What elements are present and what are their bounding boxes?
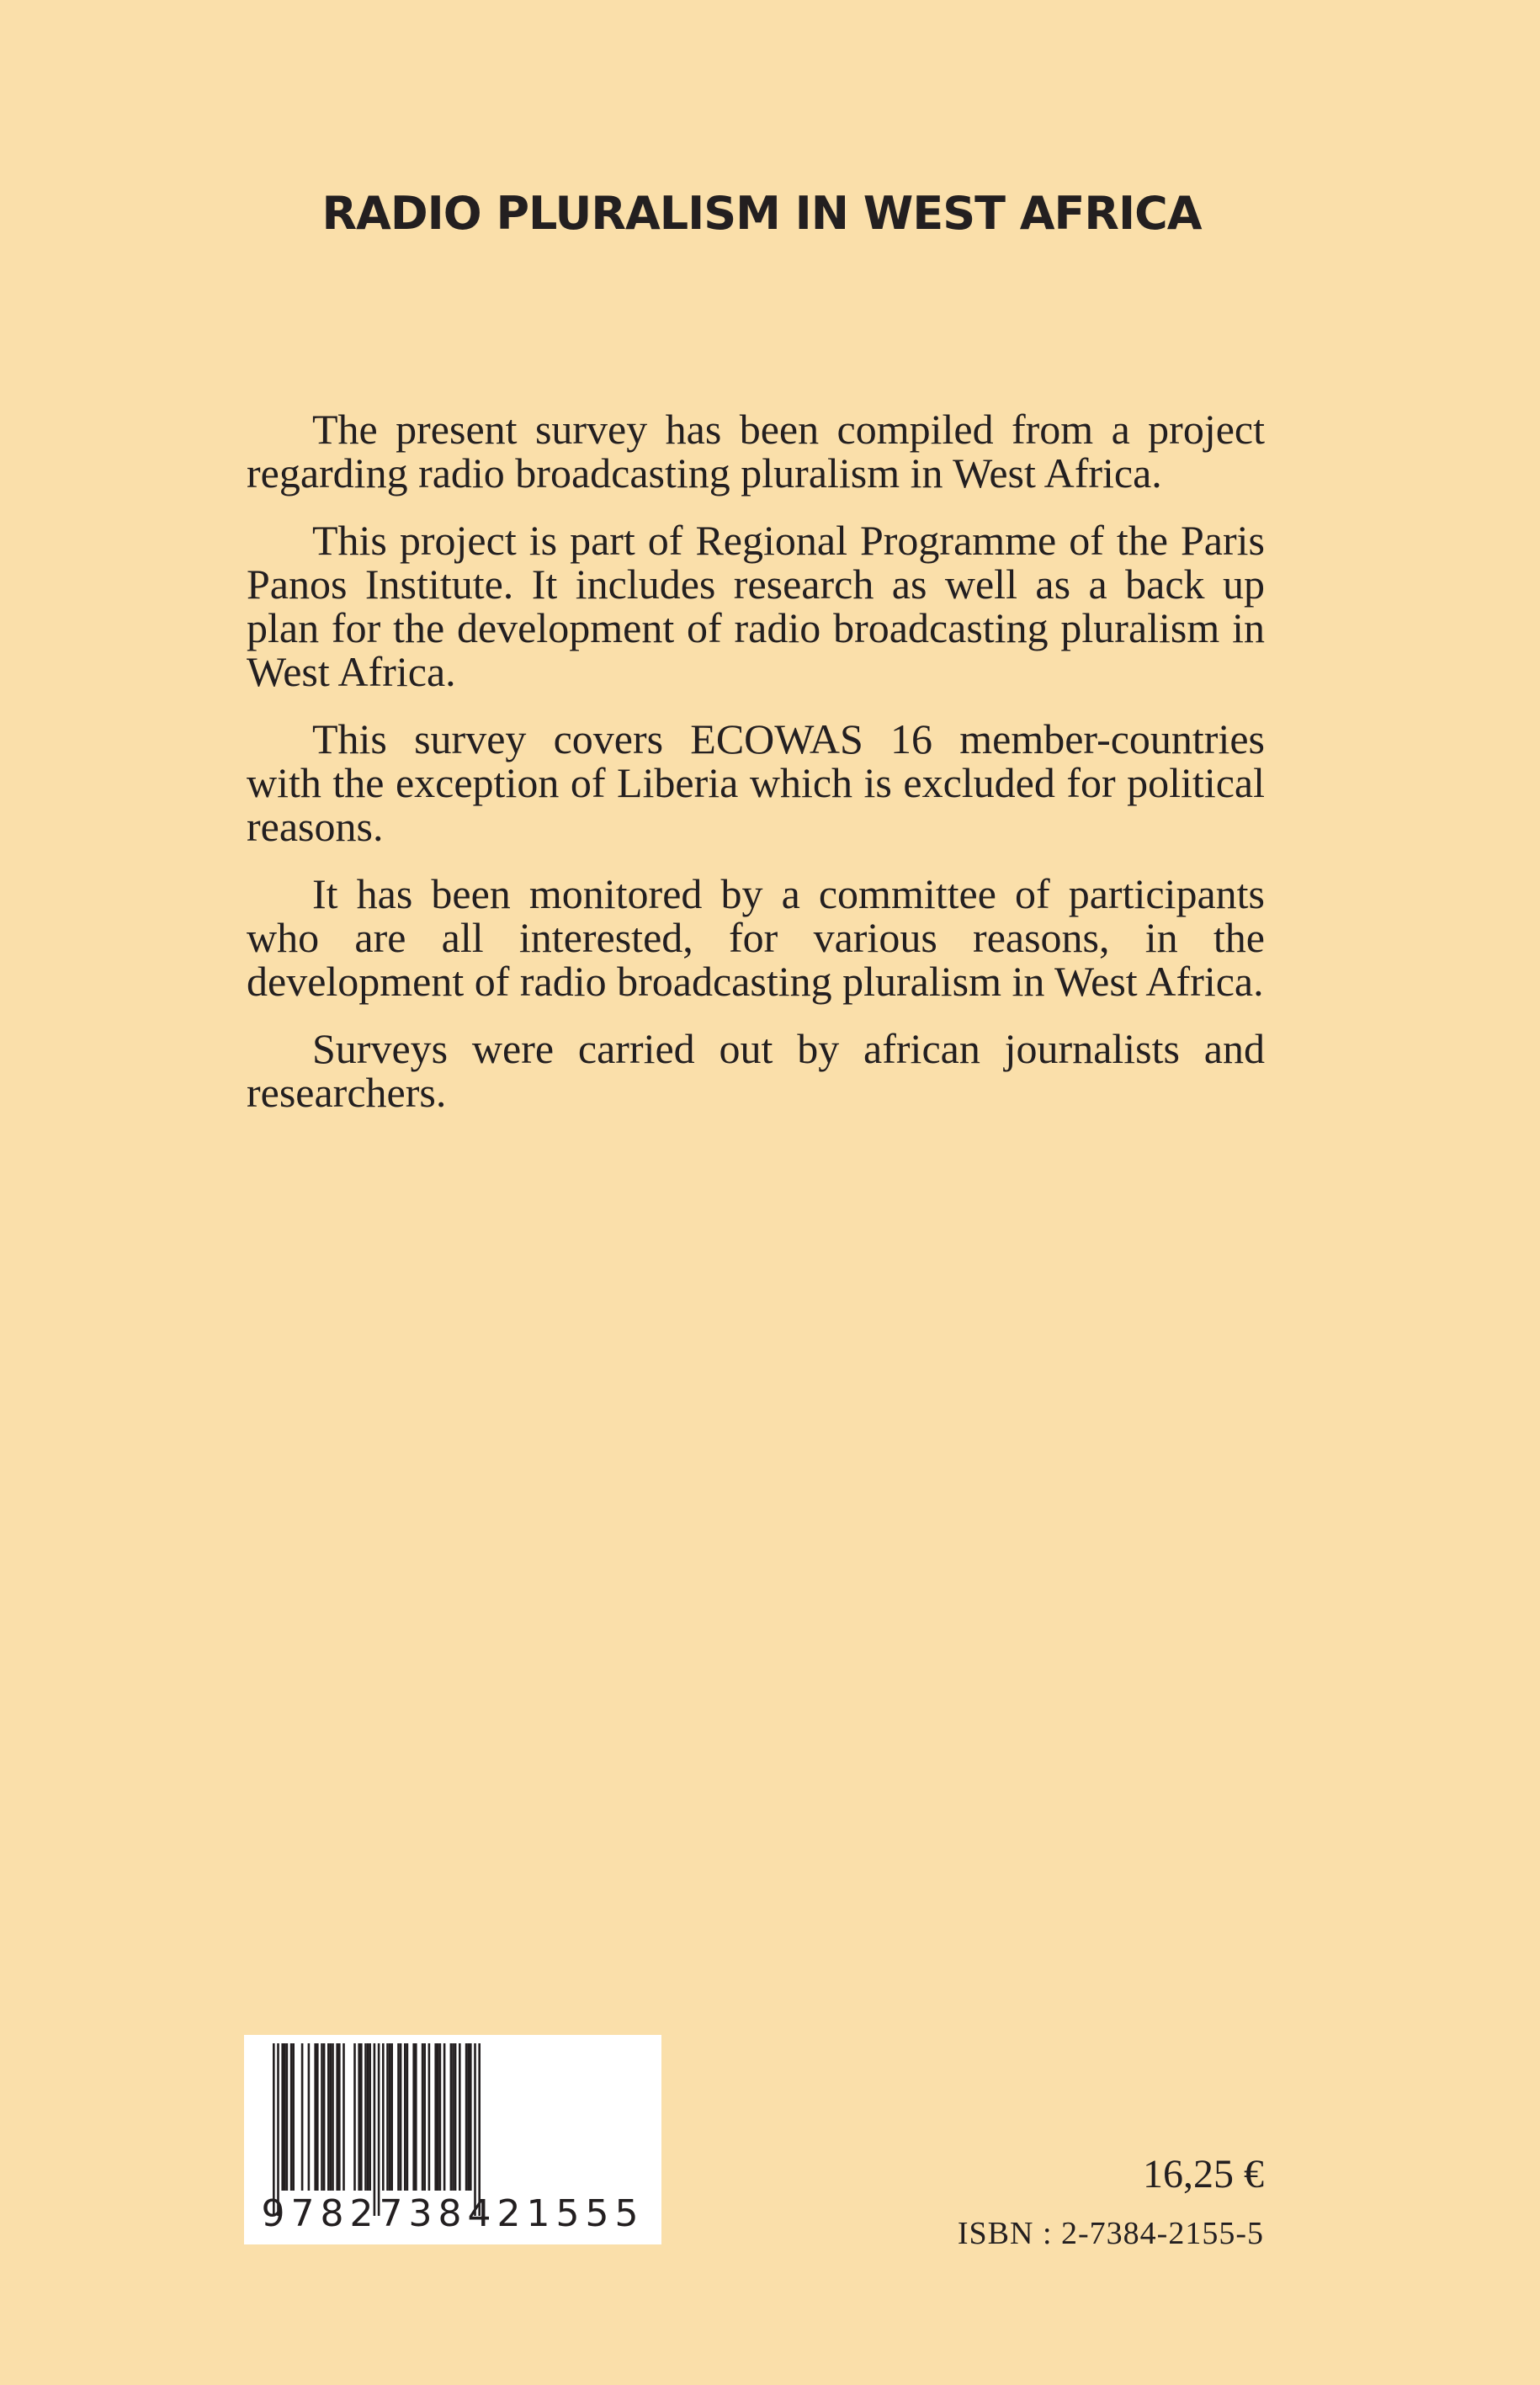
- barcode-bar: [369, 2043, 371, 2191]
- barcode-bar: [277, 2043, 279, 2216]
- barcode-bar: [321, 2043, 323, 2191]
- barcode-bar: [390, 2043, 393, 2191]
- barcode-bar: [301, 2043, 304, 2191]
- barcode-bar: [412, 2043, 415, 2191]
- barcode-bar: [389, 2043, 391, 2191]
- isbn-label: ISBN : 2-7384-2155-5: [957, 2216, 1264, 2251]
- barcode-bar: [454, 2043, 457, 2191]
- isbn-barcode: [244, 2035, 661, 2244]
- barcode-bar: [465, 2043, 468, 2191]
- barcode-bar: [400, 2043, 402, 2191]
- barcode-bar: [459, 2043, 461, 2191]
- barcode-bar: [437, 2043, 439, 2191]
- barcode-bar: [353, 2043, 356, 2191]
- barcode-bar: [286, 2043, 289, 2191]
- barcode-bar: [284, 2043, 286, 2191]
- barcode-bar: [415, 2043, 417, 2191]
- barcode-bar: [316, 2043, 319, 2191]
- barcode-bar: [374, 2043, 376, 2216]
- barcode-bar: [382, 2043, 385, 2191]
- barcode-bar: [360, 2043, 363, 2191]
- barcode-bar: [323, 2043, 326, 2191]
- barcode-bar: [450, 2043, 453, 2191]
- barcode-bar: [474, 2043, 476, 2216]
- blurb-paragraph: Surveys were carried out by african journalists and researchers.: [247, 1025, 1265, 1116]
- barcode-bar: [332, 2043, 334, 2191]
- barcode-bar: [336, 2043, 338, 2191]
- barcode-bar: [404, 2043, 406, 2191]
- barcode-bar: [386, 2043, 389, 2191]
- barcode-bar: [327, 2043, 330, 2191]
- barcode-bar: [443, 2043, 446, 2191]
- blurb-paragraph: This project is part of Regional Programme of the Paris Panos Institute. It includes research as well as a back up plan for the development of radio broadcasting pluralism in West Africa.: [247, 517, 1265, 695]
- barcode-bar: [308, 2043, 311, 2191]
- blurb-paragraph: It has been monitored by a committee of participants who are all interested, for various reasons, in the development of radio broadcasting pluralism in West Africa.: [247, 870, 1265, 1005]
- barcode-bar: [397, 2043, 400, 2191]
- barcode-bar: [422, 2043, 424, 2191]
- barcode-bar: [281, 2043, 284, 2191]
- barcode-bar: [478, 2043, 481, 2216]
- back-cover-blurb: [247, 407, 1265, 1138]
- barcode-bar: [378, 2043, 380, 2216]
- barcode-bar: [364, 2043, 367, 2191]
- barcode-bar: [273, 2043, 275, 2216]
- barcode-bar: [467, 2043, 470, 2191]
- price-label: 16,25 €: [1143, 2152, 1264, 2196]
- barcode-bar: [314, 2043, 316, 2191]
- barcode-bar: [428, 2043, 431, 2191]
- barcode-bar: [358, 2043, 360, 2191]
- barcode-bar: [367, 2043, 369, 2191]
- barcode-bar: [470, 2043, 472, 2191]
- barcode-bar: [338, 2043, 341, 2191]
- barcode-bar: [423, 2043, 426, 2191]
- barcode-bar: [292, 2043, 295, 2191]
- barcode-bar: [406, 2043, 409, 2191]
- barcode-bar: [343, 2043, 345, 2191]
- book-title: RADIO PLURALISM IN WEST AFRICA: [321, 187, 1202, 240]
- barcode-bar: [439, 2043, 442, 2191]
- barcode-bar: [452, 2043, 454, 2191]
- barcode-digits: 9782738421555: [261, 2192, 645, 2235]
- blurb-paragraph: This survey covers ECOWAS 16 member-countries with the exception of Liberia which is excluded for political reasons.: [247, 715, 1265, 850]
- blurb-paragraph: The present survey has been compiled from a project regarding radio broadcasting pluralism in West Africa.: [247, 406, 1265, 497]
- barcode-bar: [330, 2043, 332, 2191]
- barcode-bar: [434, 2043, 437, 2191]
- barcode-bar: [290, 2043, 293, 2191]
